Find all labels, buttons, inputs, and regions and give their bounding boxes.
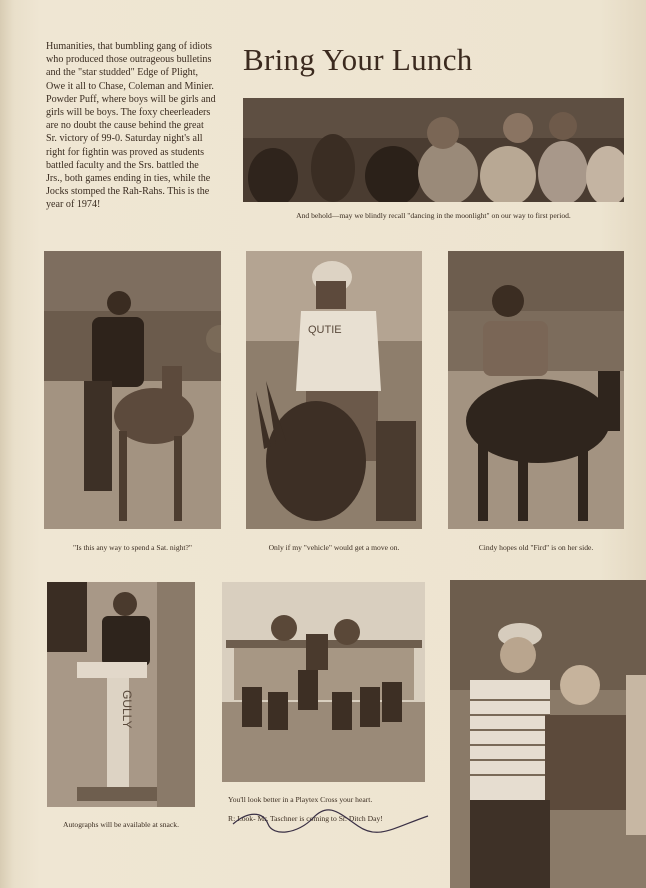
caption-cheer-1: You'll look better in a Playtex Cross your heart. [228, 795, 373, 804]
photo-donkey-rider-1 [44, 251, 221, 529]
caption-cheer-2: R: Look- Mr. Taschner is coming to Sr. Ditch Day! [228, 814, 383, 823]
body-paragraph: Humanities, that bumbling gang of idiots who produced those outrageous bulletins and the "star studded" Edge of Plight, Owe it all to Chase, Coleman and Minier. Powder Puff, where boys will be girls and girls will be boys. The foxy cheerleaders are no doubt the cause behind the great Sr. victory of 99-0. Saturday night's all right for fightin was proved as students battled faculty and the Srs. battled the Jrs., both games ending in ties, while the Jocks stomped the Rah-Rahs. This is the year of 1974! [46, 41, 216, 211]
autograph-signature [228, 806, 438, 836]
caption-donkey-3: Cindy hopes old "Fird" is on her side. [478, 543, 594, 552]
photo-hallway-crowd [243, 98, 624, 202]
podium-sign-text: GULLY [120, 690, 134, 729]
page-title: Bring Your Lunch [243, 42, 473, 77]
tshirt-text: QUTIE [308, 324, 342, 336]
photo-podium-speaker [47, 582, 195, 807]
photo-donkey-rider-3 [448, 251, 624, 529]
photo-donkey-rider-2 [246, 251, 422, 529]
photo-students-group [450, 580, 646, 888]
photo-cheerleaders [222, 582, 425, 782]
caption-dance: And behold—may we blindly recall "dancing in the moonlight" on our way to first period. [296, 211, 571, 220]
caption-podium: Autographs will be available at snack. [63, 820, 179, 829]
caption-donkey-2: Only if my "vehicle" would get a move on. [268, 543, 400, 552]
caption-donkey-1: "Is this any way to spend a Sat. night?" [72, 543, 193, 552]
